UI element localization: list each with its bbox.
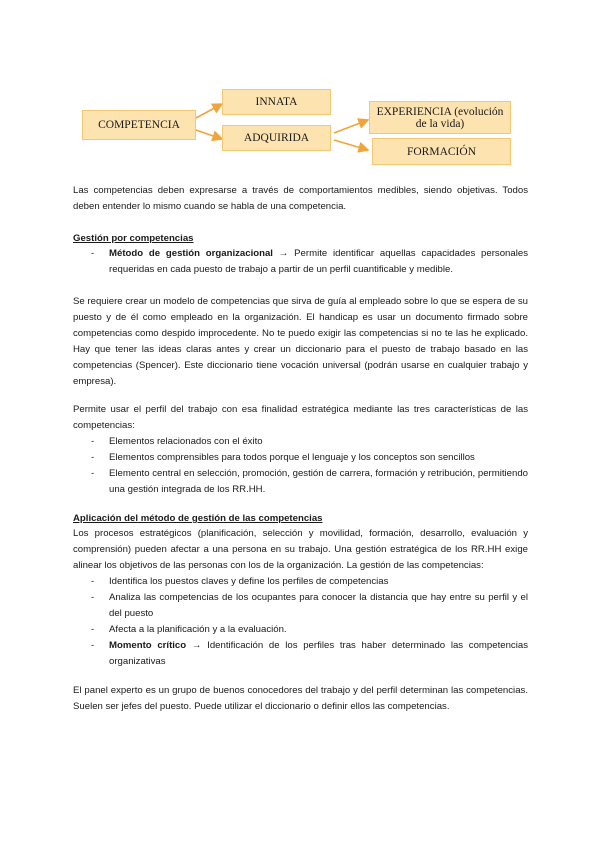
list-item [73,434,528,450]
competency-diagram [0,0,600,180]
intro-paragraph: Las competencias deben expresarse a través de comportamientos medibles, siendo objetivas. Todos deben entender lo mismo cuando se habla de una competencia. [73,185,528,212]
arrow-adquirida-formacion [334,140,368,150]
bullet-dash: - [91,576,95,587]
bullet-dash: - [91,640,95,651]
paragraph-procesos: Los procesos estratégicos (planificación, selección y movilidad, formación, desarrollo, evaluación y comprensión) pueden afectar a una persona en su trabajo. Una gestión estratégica de los RR.HH exige alinear los objetivos de las personas con los de la organización. La gestión de las competencias: [73,528,528,571]
bold-term: Momento crítico [109,640,187,651]
list-item [73,246,528,278]
section-heading-aplicacion: Aplicación del método de gestión de las competencias [73,513,323,524]
box-innata: INNATA [222,89,331,115]
item-text: → Identificación de los perfiles tras haber determinado las competencias organizativas [109,640,528,667]
paragraph-panel-experto: El panel experto es un grupo de buenos conocedores del trabajo y del perfil determinan las competencias. Suelen ser jefes del puesto. Puede utilizar el diccionario o definir ellos las competencias. [73,685,528,712]
box-experiencia: EXPERIENCIA (evolución de la vida) [369,101,511,134]
bullet-dash: - [91,436,95,447]
section-heading-gestion: Gestión por competencias [73,233,194,244]
list-item [73,574,528,590]
box-adquirida: ADQUIRIDA [222,125,331,151]
list-item [73,466,528,498]
bullet-dash: - [91,592,95,603]
item-text: Elementos relacionados con el éxito [109,436,263,447]
paragraph-perfil: Permite usar el perfil del trabajo con esa finalidad estratégica mediante las tres características de las competencias: [73,404,528,431]
item-text: Afecta a la planificación y a la evaluación. [109,624,287,635]
bullet-dash: - [91,624,95,635]
management-list [73,574,528,670]
box-competencia: COMPETENCIA [82,110,196,140]
paragraph-modelo: Se requiere crear un modelo de competencias que sirva de guía al empleado sobre lo que se espera de su puesto y de él como empleado en la organización. El handicap es usar un documento firmado sobre competencias como despido improcedente. No te puedo exigir las competencias si no te las he explicado. Hay que tener las ideas claras antes y crear un diccionario para el puesto de trabajo basado en las competencias (Spencer). Este diccionario tiene vocación universal (podrán usarse en cualquier trabajo y empresa). [73,296,528,387]
list-item [73,622,528,638]
list-item [73,590,528,622]
item-text: Identifica los puestos claves y define los perfiles de competencias [109,576,389,587]
arrow-competencia-innata [196,104,222,118]
item-text: → Permite identificar aquellas capacidades personales requeridas en cada puesto de trabajo a partir de un perfil cuantificable y medible. [109,248,528,275]
box-formacion: FORMACIÓN [372,138,511,165]
bullet-dash: - [91,452,95,463]
arrow-competencia-adquirida [196,130,222,139]
item-text: Analiza las competencias de los ocupantes para conocer la distancia que hay entre su perfil y el del puesto [109,592,528,619]
section1-list [73,246,528,278]
bullet-dash: - [91,248,95,259]
arrow-adquirida-experiencia [334,120,368,133]
item-text: Elementos comprensibles para todos porque el lenguaje y los conceptos son sencillos [109,452,475,463]
list-item [73,638,528,670]
bold-term: Método de gestión organizacional [109,248,273,259]
bullet-dash: - [91,468,95,479]
item-text: Elemento central en selección, promoción, gestión de carrera, formación y retribución, permitiendo una gestión integrada de los RR.HH. [109,468,528,495]
list-item [73,450,528,466]
characteristics-list [73,434,528,498]
